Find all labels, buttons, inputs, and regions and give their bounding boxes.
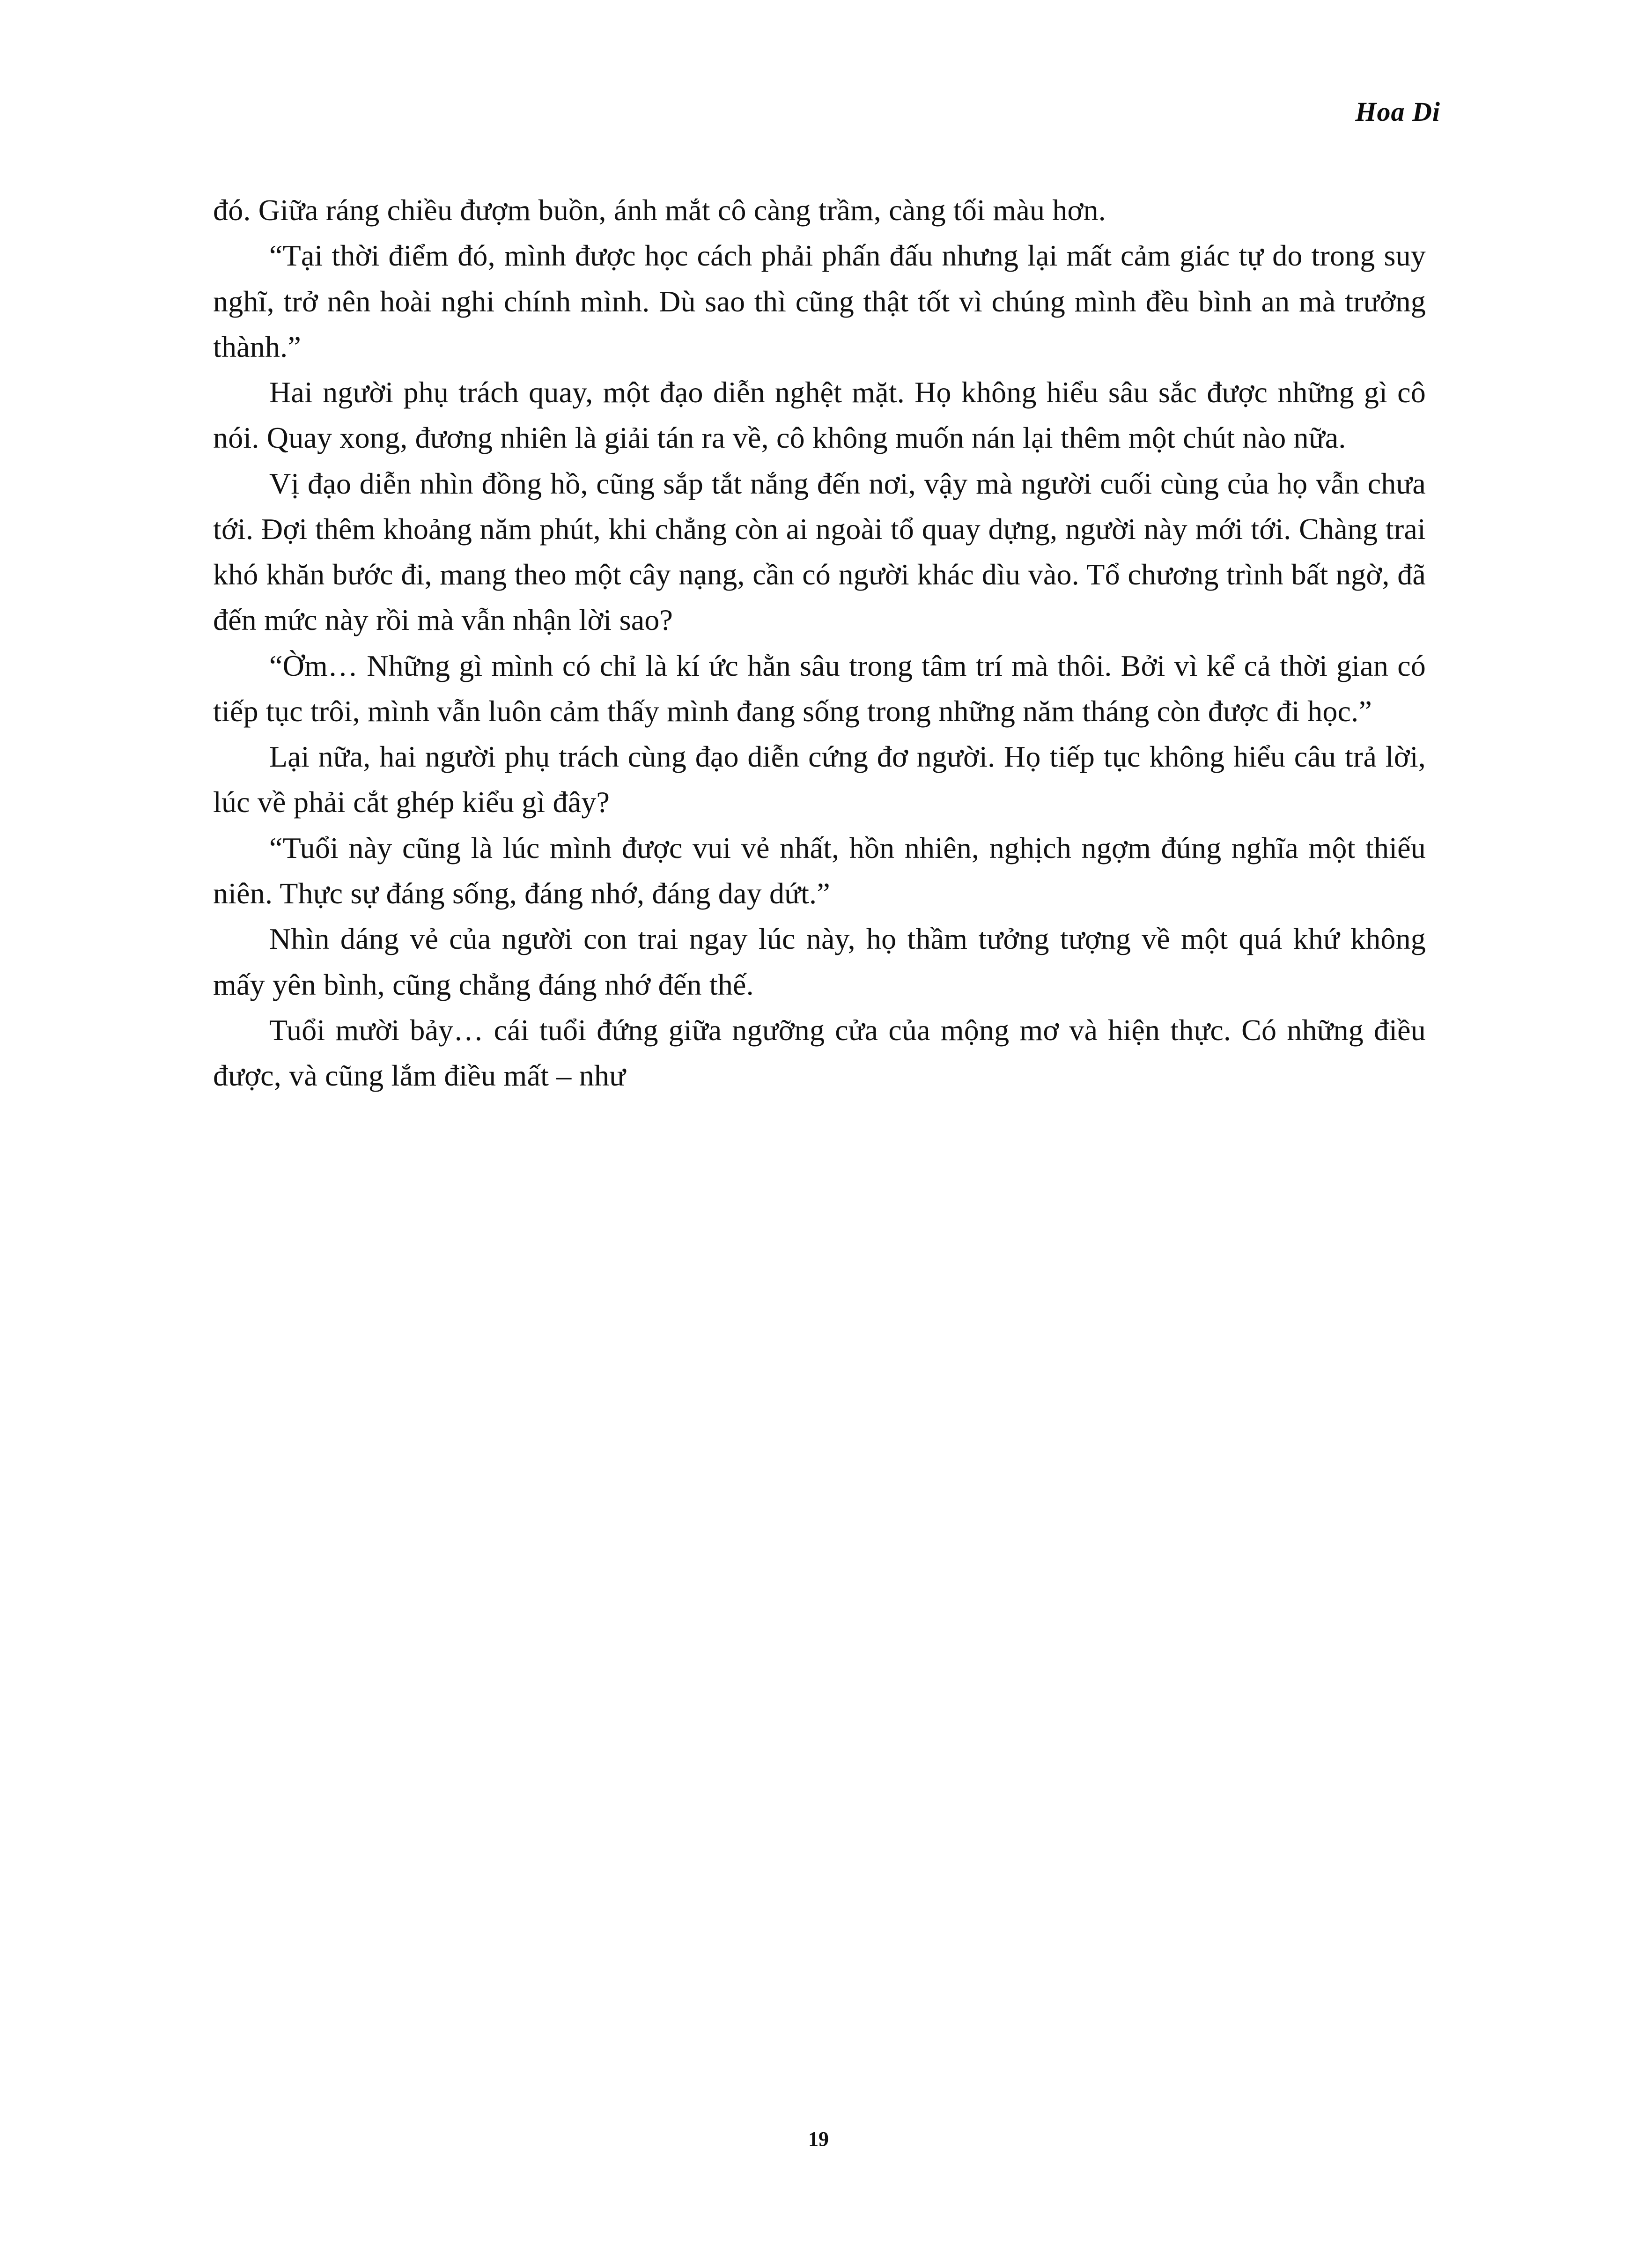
page-number: 19 xyxy=(808,2128,829,2150)
paragraph: Nhìn dáng vẻ của người con trai ngay lúc này, họ thầm tưởng tượng về một quá khứ không mấy yên bình, cũng chẳng đáng nhớ đến thế. xyxy=(213,922,1426,1001)
paragraph: Vị đạo diễn nhìn đồng hồ, cũng sắp tắt nắng đến nơi, vậy mà người cuối cùng của họ vẫn chưa tới. Đợi thêm khoảng năm phút, khi chẳng còn ai ngoài tổ quay dựng, người này mới tới. Chàng trai khó khăn bước đi, mang theo một cây nạng, cần có người khác dìu vào. Tổ chương trình bất ngờ, đã đến mức này rồi mà vẫn nhận lời sao? xyxy=(213,466,1426,637)
paragraph: đó. Giữa ráng chiều đượm buồn, ánh mắt cô càng trầm, càng tối màu hơn. xyxy=(213,193,1106,227)
paragraph: “Tuổi này cũng là lúc mình được vui vẻ nhất, hồn nhiên, nghịch ngợm đúng nghĩa một thiếu niên. Thực sự đáng sống, đáng nhớ, đáng day dứt.” xyxy=(213,831,1426,910)
paragraph: Lại nữa, hai người phụ trách cùng đạo diễn cứng đơ người. Họ tiếp tục không hiểu câu trả lời, lúc về phải cắt ghép kiểu gì đây? xyxy=(213,740,1426,819)
paragraph: “Ờm… Những gì mình có chỉ là kí ức hằn sâu trong tâm trí mà thôi. Bởi vì kể cả thời gian có tiếp tục trôi, mình vẫn luôn cảm thấy mình đang sống trong những năm tháng còn được đi học.” xyxy=(213,649,1426,728)
body-text-column xyxy=(213,187,1426,1098)
paragraph: Tuổi mười bảy… cái tuổi đứng giữa ngưỡng cửa của mộng mơ và hiện thực. Có những điều được, và cũng lắm điều mất – như xyxy=(213,1013,1426,1093)
running-head: Hoa Di xyxy=(1355,96,1440,127)
paragraph: “Tại thời điểm đó, mình được học cách phải phấn đấu nhưng lại mất cảm giác tự do trong suy nghĩ, trở nên hoài nghi chính mình. Dù sao thì cũng thật tốt vì chúng mình đều bình an mà trưởng thành.” xyxy=(213,239,1426,363)
paragraph: Hai người phụ trách quay, một đạo diễn nghệt mặt. Họ không hiểu sâu sắc được những gì cô nói. Quay xong, đương nhiên là giải tán ra về, cô không muốn nán lại thêm một chút nào nữa. xyxy=(213,376,1426,455)
